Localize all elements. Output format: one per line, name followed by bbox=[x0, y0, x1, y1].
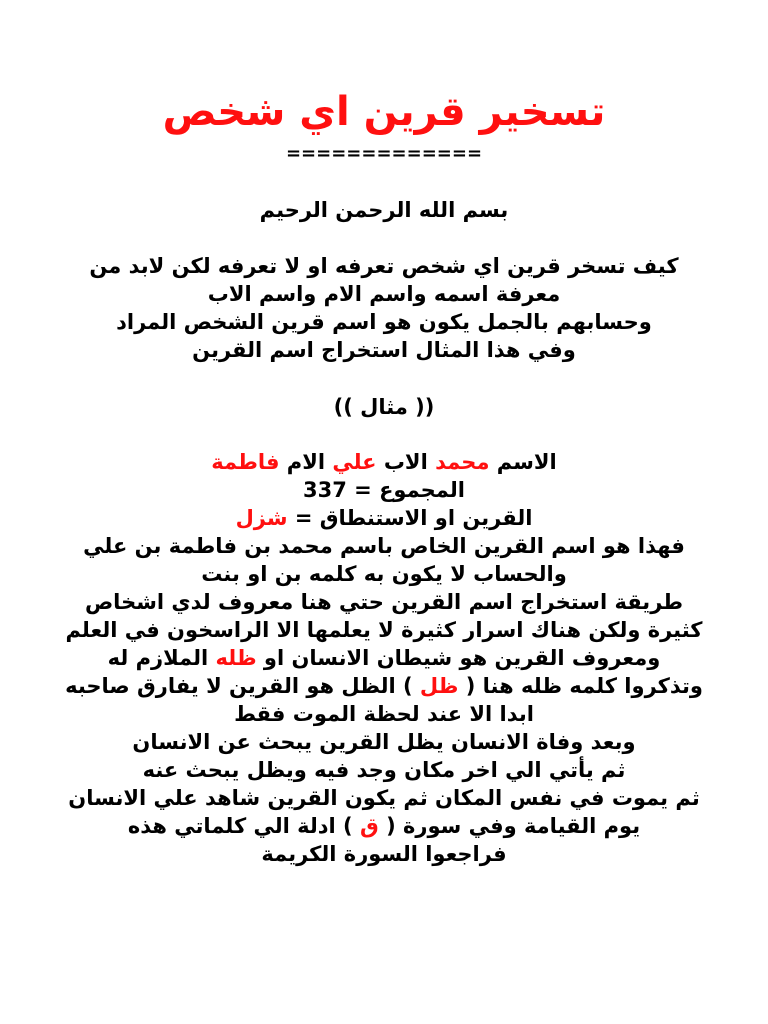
title-divider: ============= bbox=[285, 143, 483, 164]
example-qareen-line bbox=[0, 504, 768, 532]
intro-line-4: وفي هذا المثال استخراج اسم القرين bbox=[192, 338, 576, 362]
body-line-5-start: ومعروف القرين هو شيطان الانسان او bbox=[263, 646, 661, 670]
example-heading: (( مثال )) bbox=[333, 395, 435, 419]
example-total-line: المجموع = 337 bbox=[303, 478, 465, 502]
body-line-6-end: ) الظل هو القرين لا يفارق صاحبه bbox=[65, 674, 413, 698]
intro-line-2: معرفة اسمه واسم الام واسم الاب bbox=[207, 282, 561, 306]
body-line-10: ثم يموت في نفس المكان ثم يكون القرين شاهد علي الانسان bbox=[68, 786, 700, 810]
body-line-6 bbox=[0, 672, 768, 700]
body-line-11-start: يوم القيامة وفي سورة ( bbox=[386, 814, 641, 838]
intro-line-3: وحسابهم بالجمل يكون هو اسم قرين الشخص المراد bbox=[116, 310, 652, 334]
body-line-9: ثم يأتي الي اخر مكان وجد فيه ويظل يبحث عنه bbox=[142, 758, 626, 782]
body-line-5 bbox=[0, 644, 768, 672]
body-line-1: فهذا هو اسم القرين الخاص باسم محمد بن فاطمة بن علي bbox=[83, 534, 685, 558]
qareen-value: شزل bbox=[235, 506, 288, 530]
body-line-7: ابدا الا عند لحظة الموت فقط bbox=[234, 702, 534, 726]
example-father: علي bbox=[332, 450, 377, 474]
body-line-5-highlight: ظله bbox=[215, 646, 257, 670]
body-line-11-highlight: ق bbox=[359, 814, 379, 838]
body-line-12: فراجعوا السورة الكريمة bbox=[261, 842, 507, 866]
body-line-4: كثيرة ولكن هناك اسرار كثيرة لا يعلمها الا الراسخون في العلم bbox=[65, 618, 703, 642]
example-names-line bbox=[0, 448, 768, 476]
body-line-11 bbox=[0, 812, 768, 840]
body-line-2: والحساب لا يكون به كلمه بن او بنت bbox=[201, 562, 567, 586]
body-line-11-end: ) ادلة الي كلماتي هذه bbox=[127, 814, 353, 838]
label-mother: الام bbox=[286, 450, 326, 474]
qareen-label: القرين او الاستنطاق = bbox=[287, 506, 533, 530]
intro-line-1: كيف تسخر قرين اي شخص تعرفه او لا تعرفه لكن لابد من bbox=[89, 254, 679, 278]
page-title: تسخير قرين اي شخص bbox=[162, 89, 606, 135]
label-father: الاب bbox=[383, 450, 428, 474]
basmala: بسم الله الرحمن الرحيم bbox=[259, 198, 509, 222]
body-line-6-highlight: ظل bbox=[419, 674, 459, 698]
body-line-8: وبعد وفاة الانسان يظل القرين يبحث عن الانسان bbox=[132, 730, 636, 754]
body-line-3: طريقة استخراج اسم القرين حتي هنا معروف لدي اشخاص bbox=[84, 590, 684, 614]
label-name: الاسم bbox=[496, 450, 557, 474]
example-name: محمد bbox=[435, 450, 490, 474]
body-line-5-end: الملازم له bbox=[107, 646, 209, 670]
body-line-6-start: وتذكروا كلمه ظله هنا ( bbox=[465, 674, 703, 698]
example-mother: فاطمة bbox=[211, 450, 280, 474]
